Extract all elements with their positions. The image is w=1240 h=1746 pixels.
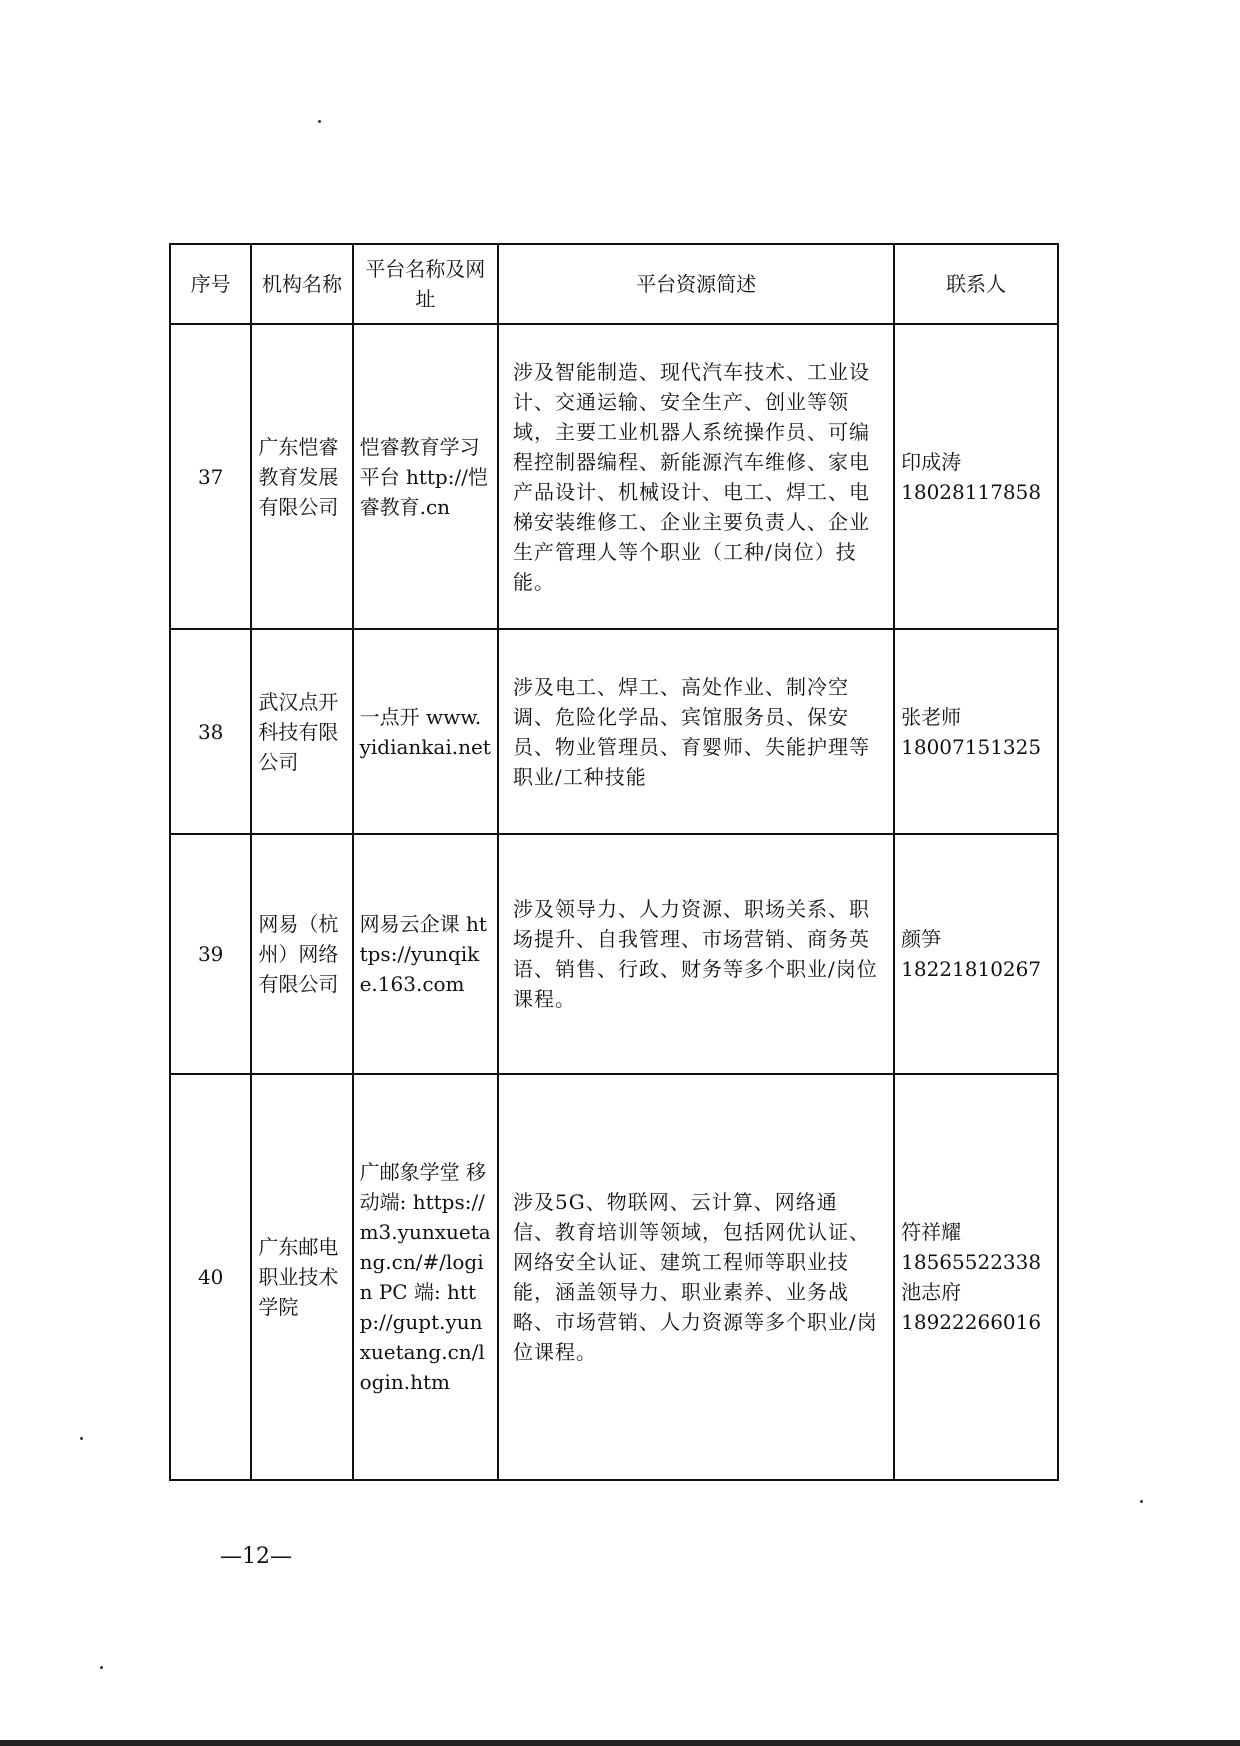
contact-phone: 18565522338 — [901, 1250, 1042, 1274]
row-platform: 广邮象学堂 移动端: https://m3.yunxuetang.cn/#/login PC 端: http://gupt.yunxuetang.cn/login.htm — [353, 1074, 498, 1480]
contact-name: 印成涛 — [901, 449, 962, 474]
header-contact: 联系人 — [894, 244, 1058, 324]
contact-name: 张老师 — [901, 704, 962, 729]
row-no: 40 — [170, 1074, 251, 1480]
contact-name: 池志府 — [901, 1280, 962, 1304]
row-desc: 涉及5G、物联网、云计算、网络通信、教育培训等领域，包括网优认证、网络安全认证、建筑工程师等职业技能，涵盖领导力、职业素养、业务战略、市场营销、人力资源等多个职业/岗位课程。 — [498, 1074, 894, 1480]
table-header-row — [170, 244, 1058, 324]
scan-speck — [80, 1437, 83, 1440]
contact-name: 颜笋 — [901, 927, 942, 951]
table-row — [170, 1074, 1058, 1480]
row-desc: 涉及智能制造、现代汽车技术、工业设计、交通运输、安全生产、创业等领域，主要工业机器人系统操作员、可编程控制器编程、新能源汽车维修、家电产品设计、机械设计、电工、焊工、电梯安装维修工、企业主要负责人、企业生产管理人等个职业（工种/岗位）技能。 — [498, 324, 894, 629]
row-org: 广东恺睿教育发展有限公司 — [251, 324, 352, 629]
contact-phone: 18007151325 — [901, 734, 1042, 759]
row-contact — [894, 629, 1058, 834]
contact-phone: 18221810267 — [901, 957, 1042, 981]
row-contact — [894, 324, 1058, 629]
row-desc: 涉及电工、焊工、高处作业、制冷空调、危险化学品、宾馆服务员、保安员、物业管理员、育婴师、失能护理等职业/工种技能 — [498, 629, 894, 834]
resource-table — [169, 243, 1059, 1481]
row-platform: 恺睿教育学习平台 http://恺睿教育.cn — [353, 324, 498, 629]
table-row — [170, 834, 1058, 1074]
scan-speck — [318, 120, 321, 123]
row-no: 37 — [170, 324, 251, 629]
scan-speck — [100, 1666, 103, 1669]
contact-phone: 18922266016 — [901, 1310, 1042, 1334]
row-desc: 涉及领导力、人力资源、职场关系、职场提升、自我管理、市场营销、商务英语、销售、行政、财务等多个职业/岗位课程。 — [498, 834, 894, 1074]
row-contact — [894, 1074, 1058, 1480]
page-number: —12— — [220, 1544, 292, 1569]
contact-phone: 18028117858 — [901, 479, 1042, 504]
row-org: 广东邮电职业技术学院 — [251, 1074, 352, 1480]
row-contact — [894, 834, 1058, 1074]
row-platform: 一点开 www.yidiankai.net — [353, 629, 498, 834]
contact-name: 符祥耀 — [901, 1220, 962, 1244]
table-row — [170, 324, 1058, 629]
row-platform: 网易云企课 https://yunqike.163.com — [353, 834, 498, 1074]
header-org: 机构名称 — [251, 244, 352, 324]
scan-edge — [0, 1740, 1240, 1746]
scan-speck — [1140, 1500, 1143, 1503]
row-org: 武汉点开科技有限公司 — [251, 629, 352, 834]
row-no: 38 — [170, 629, 251, 834]
header-no: 序号 — [170, 244, 251, 324]
header-platform: 平台名称及网址 — [353, 244, 498, 324]
table-row — [170, 629, 1058, 834]
row-no: 39 — [170, 834, 251, 1074]
row-org: 网易（杭州）网络有限公司 — [251, 834, 352, 1074]
header-desc: 平台资源简述 — [498, 244, 894, 324]
